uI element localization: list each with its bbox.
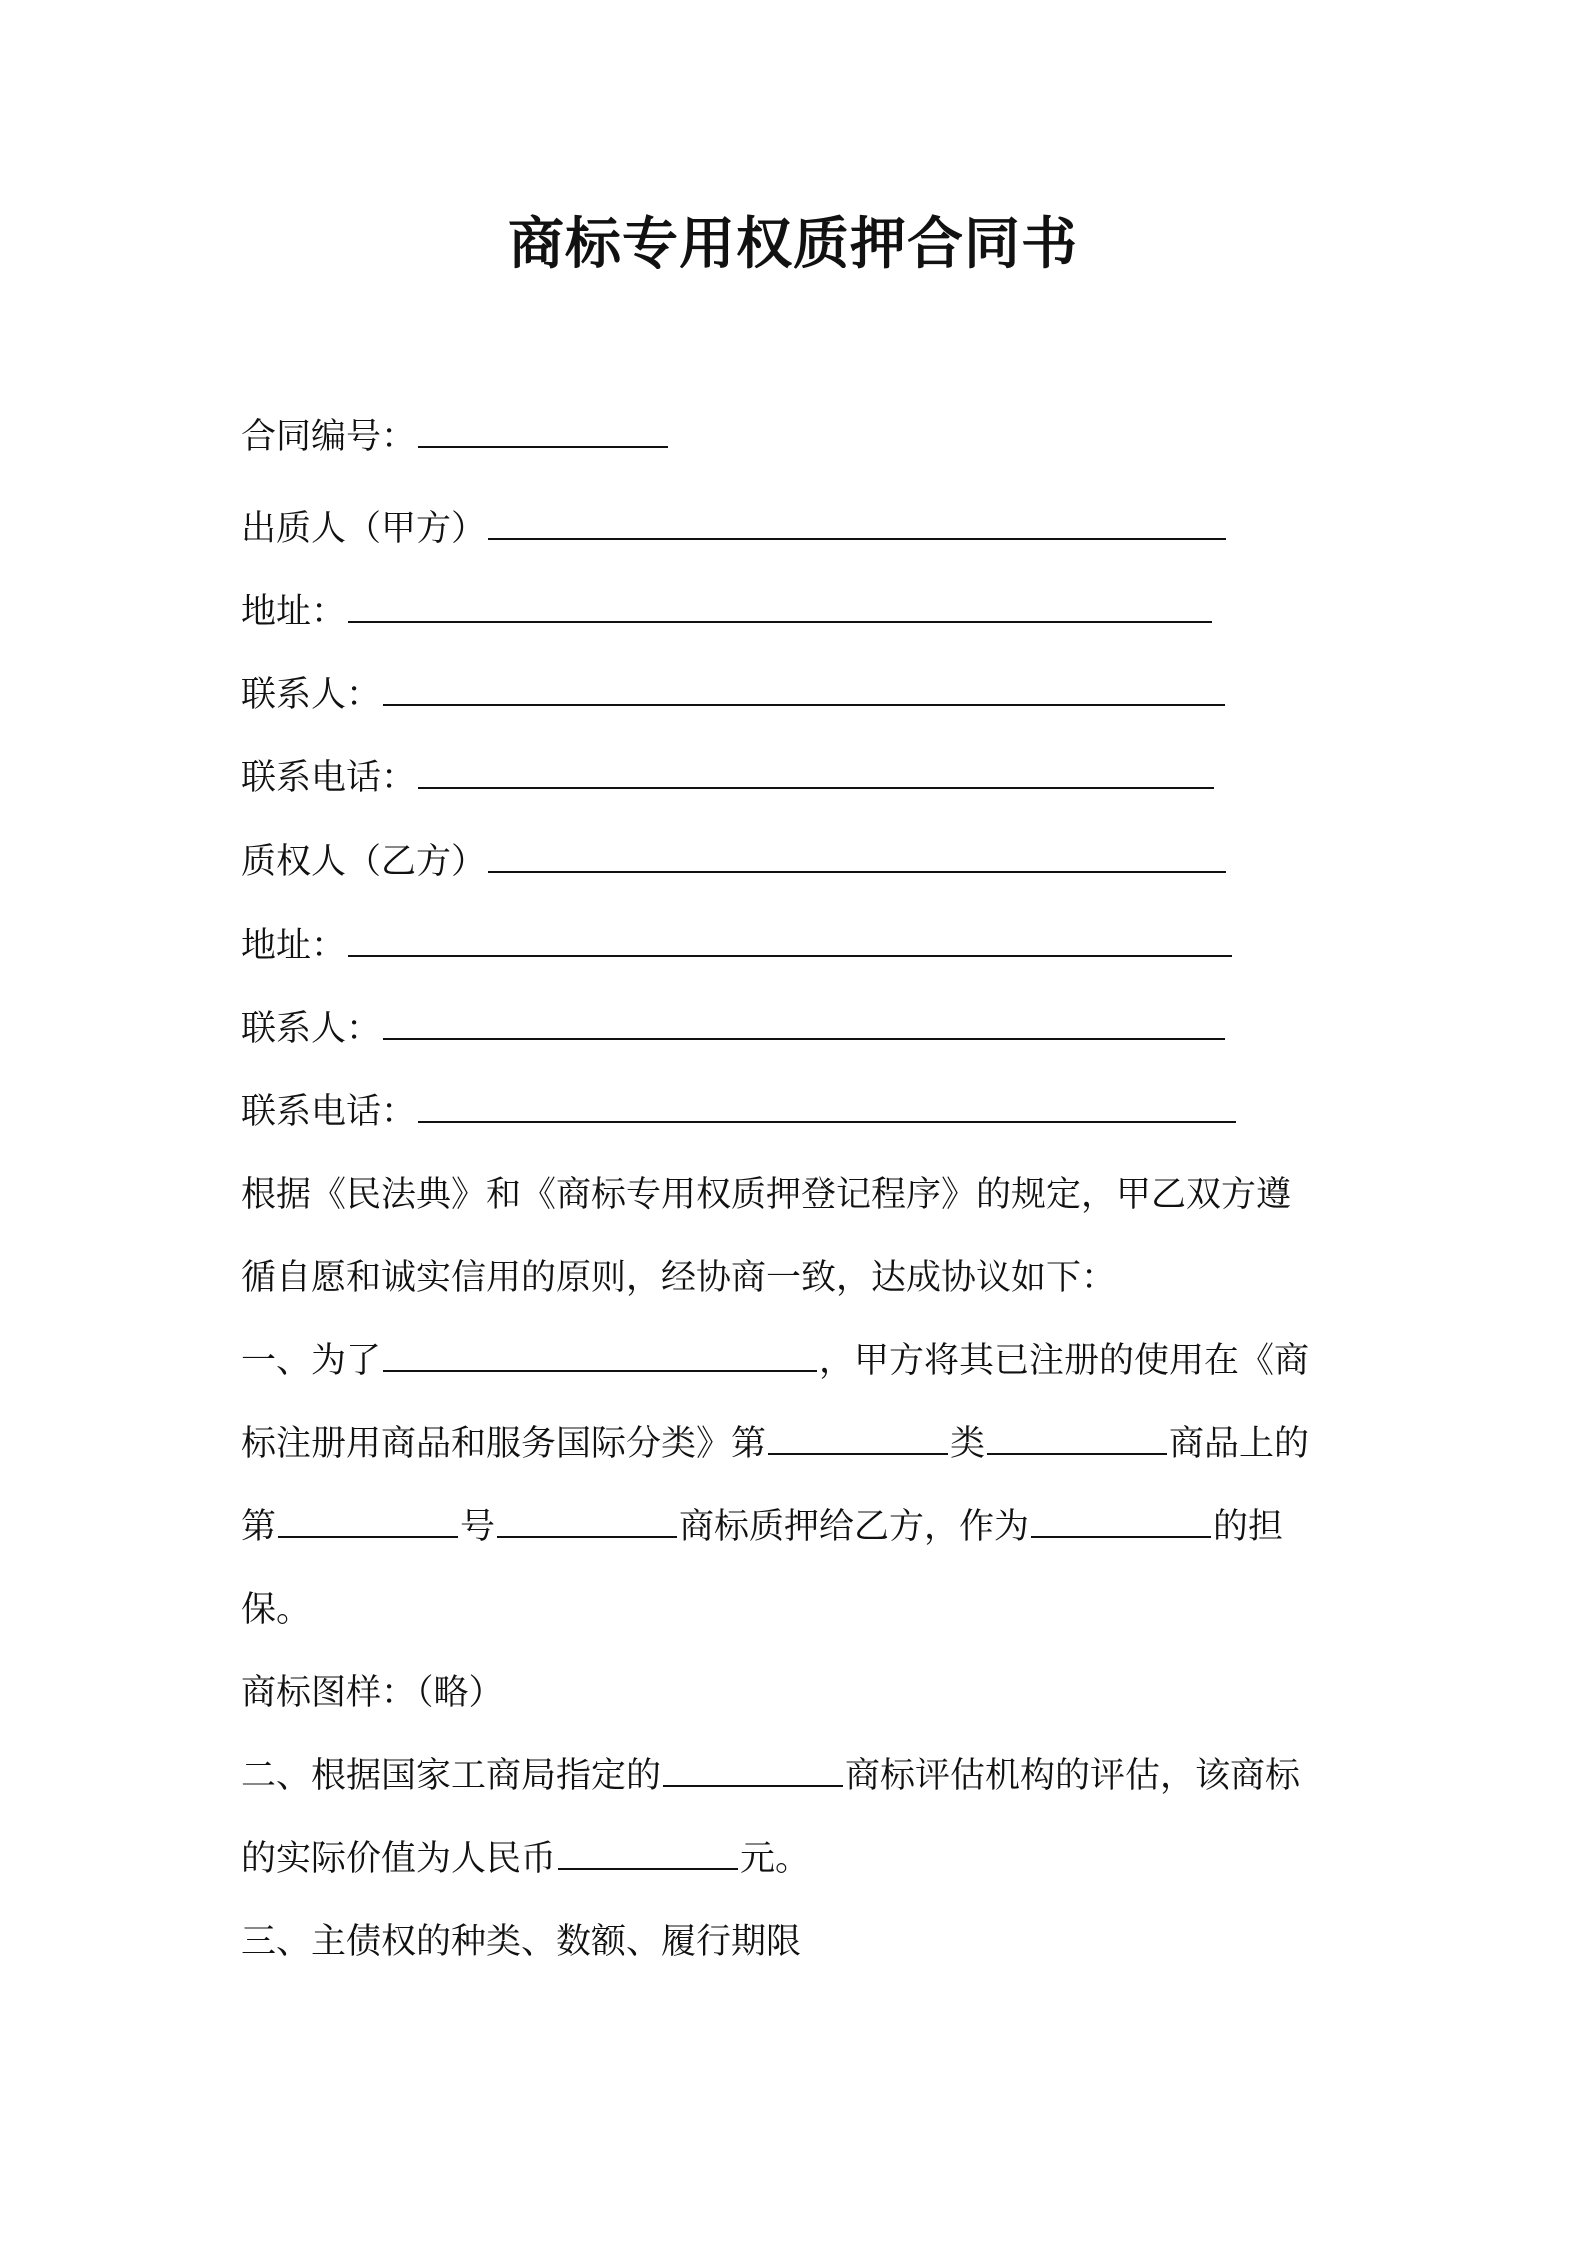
pledgor-phone-label: 联系电话： <box>241 758 417 798</box>
clause-2-text: 元。 <box>740 1839 811 1879</box>
pledgor-phone-blank[interactable] <box>418 753 1214 789</box>
pledgor-address-blank[interactable] <box>348 587 1212 623</box>
trademark-name-blank[interactable] <box>497 1502 677 1538</box>
pledgee-blank[interactable] <box>488 837 1226 873</box>
intro-paragraph-line-1: 根据《民法典》和《商标专用权质押登记程序》的规定，甲乙双方遵 <box>241 1175 1292 1215</box>
pledgor-contact-label: 联系人： <box>241 675 382 715</box>
document-title: 商标专用权质押合同书 <box>508 212 1078 277</box>
clause-3-heading: 三、主债权的种类、数额、履行期限 <box>241 1922 802 1962</box>
pledgee-address-label: 地址： <box>241 926 347 966</box>
pledgee-contact-line <box>241 1004 1227 1054</box>
pledgor-contact-blank[interactable] <box>383 670 1225 706</box>
clause-1-text: 一、为了 <box>241 1341 382 1381</box>
clause-1-text: 号 <box>460 1507 496 1547</box>
clause-1-text: 第 <box>241 1507 277 1547</box>
pledgor-blank[interactable] <box>488 504 1226 540</box>
contract-number-line <box>241 412 670 462</box>
pledgor-address-line <box>241 587 1214 637</box>
pledgee-contact-label: 联系人： <box>241 1009 382 1049</box>
pledgee-phone-blank[interactable] <box>418 1087 1236 1123</box>
clause-1-text: 商品上的 <box>1169 1424 1310 1464</box>
pledgee-contact-blank[interactable] <box>383 1004 1225 1040</box>
trademark-sample-line: 商标图样：（略） <box>241 1673 504 1713</box>
clause-1-text: 商标质押给乙方，作为 <box>679 1507 1030 1547</box>
intro-paragraph-line-2: 循自愿和诚实信用的原则，经协商一致，达成协议如下： <box>241 1258 1117 1298</box>
clause-2-line-2 <box>241 1834 810 1884</box>
clause-1-line-1 <box>241 1336 1309 1386</box>
evaluation-agency-blank[interactable] <box>663 1751 843 1787</box>
pledgee-phone-label: 联系电话： <box>241 1092 417 1132</box>
clause-2-text: 二、根据国家工商局指定的 <box>241 1756 662 1796</box>
pledgee-phone-line <box>241 1087 1238 1137</box>
actual-value-blank[interactable] <box>558 1834 738 1870</box>
pledgee-label: 质权人（乙方） <box>241 842 487 882</box>
clause-1-line-2 <box>241 1419 1309 1469</box>
pledgor-contact-line <box>241 670 1227 720</box>
pledgee-address-blank[interactable] <box>348 921 1232 957</box>
pledgee-line <box>241 837 1228 887</box>
clause-2-text: 的实际价值为人民币 <box>241 1839 557 1879</box>
pledgor-label: 出质人（甲方） <box>241 509 487 549</box>
registration-number-blank[interactable] <box>278 1502 458 1538</box>
clause-1-text: 类 <box>950 1424 986 1464</box>
clause-1-line-4: 保。 <box>241 1590 312 1630</box>
clause-2-line-1 <box>241 1751 1300 1801</box>
class-number-blank[interactable] <box>768 1419 948 1455</box>
clause-1-line-3 <box>241 1502 1283 1552</box>
goods-blank[interactable] <box>987 1419 1167 1455</box>
clause-1-text: ，甲方将其已注册的使用在《商 <box>819 1341 1310 1381</box>
pledgor-phone-line <box>241 753 1216 803</box>
clause-1-purpose-blank[interactable] <box>383 1336 817 1372</box>
pledgee-address-line <box>241 921 1234 971</box>
guarantee-blank[interactable] <box>1031 1502 1211 1538</box>
clause-1-text: 的担 <box>1213 1507 1284 1547</box>
pledgor-line <box>241 504 1228 554</box>
contract-number-label: 合同编号： <box>241 417 417 457</box>
contract-number-blank[interactable] <box>418 412 668 448</box>
clause-1-text: 标注册用商品和服务国际分类》第 <box>241 1424 767 1464</box>
clause-2-text: 商标评估机构的评估，该商标 <box>845 1756 1301 1796</box>
pledgor-address-label: 地址： <box>241 592 347 632</box>
